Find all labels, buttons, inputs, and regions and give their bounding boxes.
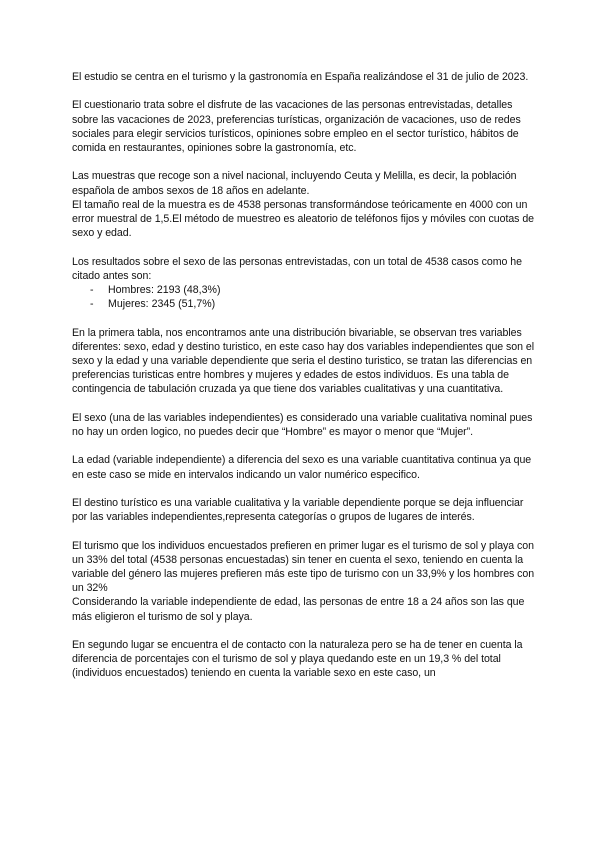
paragraph-age-sun-beach: Considerando la variable independiente de edad, las personas de entre 18 a 24 años son las que más eligieron el turismo de sol y playa. [72, 596, 525, 623]
list-item-men: - Hombres: 2193 (48,3%) [90, 283, 540, 297]
paragraph-sample-size: El tamaño real de la muestra es de 4538 personas transformándose teóricamente en 4000 con un error muestral de 1,5.El método de muestreo es aleatorio de teléfonos fijos y móviles con cuotas de sexo y edad. [72, 198, 535, 240]
paragraph-sex-results-intro: Los resultados sobre el sexo de las personas entrevistadas, con un total de 4538 casos como he citado antes son: [72, 255, 522, 282]
paragraph-sample-scope: Las muestras que recoge son a nivel nacional, incluyendo Ceuta y Melilla, es decir, la población española de ambos sexos de 18 años en adelante. [72, 170, 517, 197]
paragraph-age-variable: La edad (variable independiente) a diferencia del sexo es una variable cuantitativa continua ya que en este caso se mide en intervalos indicando un valor numérico especifico. [72, 454, 532, 481]
paragraph-questionnaire: El cuestionario trata sobre el disfrute de las vacaciones de las personas entrevistadas, detalles sobre las vacaciones de 2023, preferencias turísticas, organización de vacaciones, uso de redes sociales para elegir servicios turísticos, opiniones sobre empleo en el sector turístico, hábitos de comida en restaurantes, opiniones sobre la gastronomía, etc. [72, 99, 521, 154]
paragraph-sun-beach: El turismo que los individuos encuestados prefieren en primer lugar es el turismo de sol y playa con un 33% del total (4538 personas encuestadas) sin tener en cuenta el sexo, teniendo en cuenta la variable del género las mujeres prefieren más este tipo de turismo con un 33,9% y los hombres con un 32% [72, 539, 535, 595]
paragraph-study-date: El estudio se centra en el turismo y la gastronomía en España realizándose el 31 de julio de 2023. [72, 71, 529, 83]
list-item-women: - Mujeres: 2345 (51,7%) [90, 297, 540, 311]
paragraph-destination-variable: El destino turístico es una variable cualitativa y la variable dependiente porque se deja influenciar por las variables independientes,representa categorías o grupos de lugares de interés. [72, 496, 524, 524]
paragraph-first-table: En la primera tabla, nos encontramos ante una distribución bivariable, se observan tres variables diferentes: sexo, edad y destino turistico, en este caso hay dos variables independientes que son el sexo y la edad y una variable dependiente que seria el destino turistico, se tratan las diferencias en preferencias turisticas entre hombres y mujeres y edades de estos individuos. Es una tabla de contingencia de tabulación cruzada ya que tiene dos variables cualitativas y una cuantitativa. [72, 326, 535, 396]
paragraph-sex-variable: El sexo (una de las variables independientes) es considerado una variable cualitativa nominal pues no hay un orden logico, no puedes decir que “Hombre” es mayor o menor que “Mujer”. [72, 411, 533, 438]
paragraph-nature: En segundo lugar se encuentra el de contacto con la naturaleza pero se ha de tener en cuenta la diferencia de porcentajes con el turismo de sol y playa quedando este en un 19,3 % del total (individuos encuestados) teniendo en cuenta la variable sexo en este caso, un [72, 638, 523, 680]
sex-results-list [72, 283, 540, 311]
